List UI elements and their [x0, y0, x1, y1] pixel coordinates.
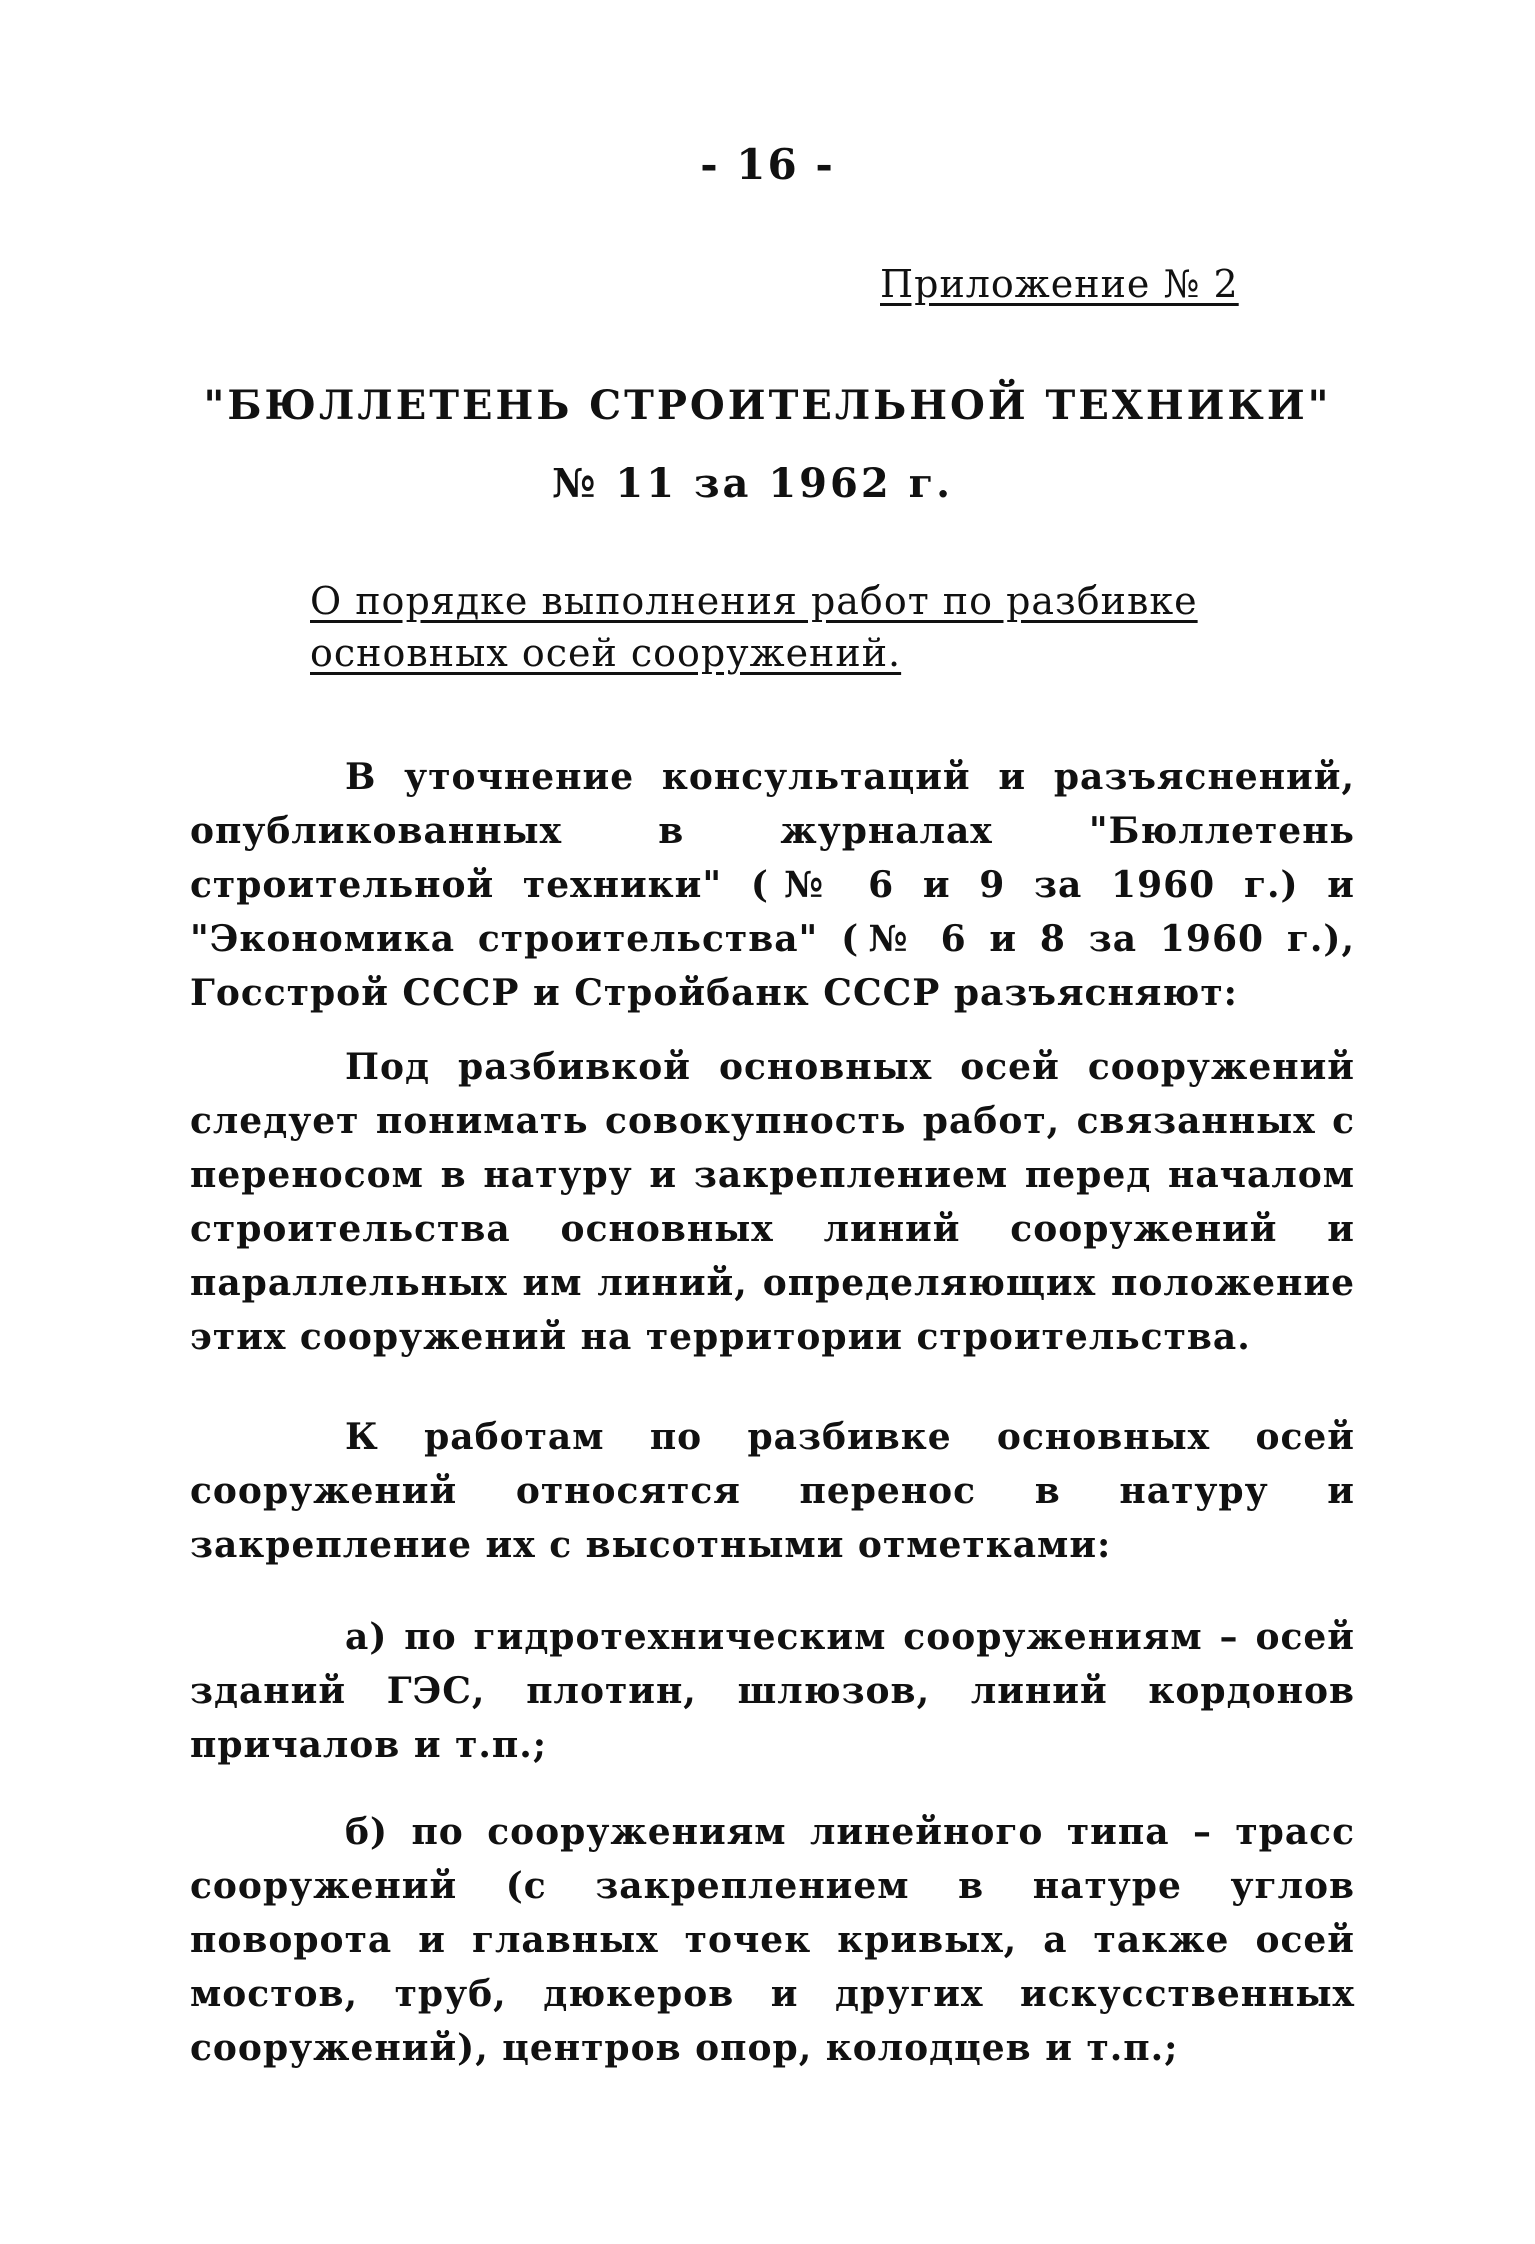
bulletin-issue: № 11 за 1962 г.: [551, 460, 954, 507]
paragraph-5: б) по сооружениям линейного типа – трасс сооружений (с закреплением в натуре углов поворота и главных точек кривых, а также осей мостов, труб, дюкеров и других искусственных сооружений), центров опор, колодцев и т.п.;: [190, 1811, 1355, 2069]
paragraph-4: а) по гидротехническим сооружениям – осей зданий ГЭС, плотин, шлюзов, линий кордонов причалов и т.п.;: [190, 1616, 1355, 1766]
subject-title: О порядке выполнения работ по разбивке основных осей сооружений.: [310, 579, 1198, 675]
appendix-label: Приложение № 2: [880, 262, 1239, 306]
bulletin-title: "БЮЛЛЕТЕНЬ СТРОИТЕЛЬНОЙ ТЕХНИКИ": [203, 382, 1332, 429]
paragraph-2: Под разбивкой основных осей сооружений следует понимать совокупность работ, связанных с переносом в натуру и закреплением перед началом строительства основных линий сооружений и параллельных им линий, определяющих положение этих сооружений на территории строительства.: [190, 1046, 1355, 1358]
paragraph-3: К работам по разбивке основных осей сооружений относятся перенос в натуру и закрепление их с высотными отметками:: [190, 1416, 1355, 1566]
paragraph-1: В уточнение консультаций и разъяснений, опубликованных в журналах "Бюллетень строительной техники" (№ 6 и 9 за 1960 г.) и "Экономика строительства" (№ 6 и 8 за 1960 г.), Госстрой СССР и Стройбанк СССР разъясняют:: [190, 756, 1355, 1014]
page-number: - 16 -: [700, 140, 835, 189]
